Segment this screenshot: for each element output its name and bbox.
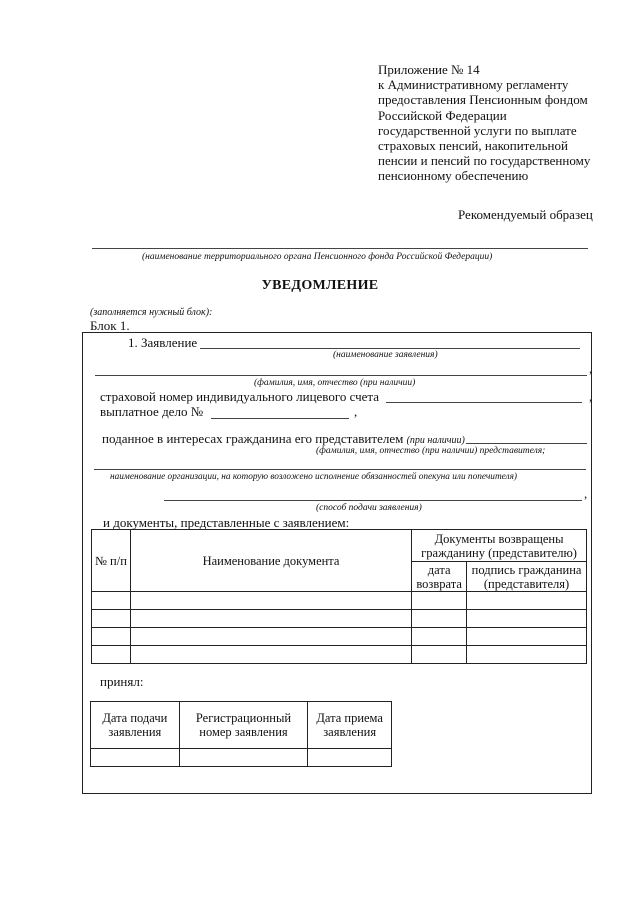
appendix-line: пенсионному обеспечению: [378, 168, 529, 184]
table-cell[interactable]: [467, 628, 587, 646]
representative-caption: (фамилия, имя, отчество (при наличии) представителя;: [316, 446, 546, 456]
full-name-caption: (фамилия, имя, отчество (при наличии): [254, 378, 416, 388]
appendix-line: страховых пенсий, накопительной: [378, 138, 568, 154]
application-field[interactable]: [200, 348, 580, 349]
representative-field-line2[interactable]: [94, 469, 586, 470]
comma: ,: [354, 404, 358, 419]
representative-field[interactable]: [466, 443, 587, 444]
appendix-line: Российской Федерации: [378, 107, 507, 123]
table-cell[interactable]: [308, 749, 392, 767]
appendix-line: предоставления Пенсионным фондом: [378, 92, 588, 108]
territorial-organ-field[interactable]: [92, 248, 588, 249]
table-cell[interactable]: [130, 592, 411, 610]
col-header-document-name: Наименование документа: [130, 530, 411, 592]
organization-caption: наименование организации, на которую возложено исполнение обязанностей опекуна или попечителя): [110, 472, 518, 482]
payment-case-label: выплатное дело №: [100, 404, 204, 419]
submission-method-caption: (способ подачи заявления): [316, 503, 422, 513]
table-cell[interactable]: [92, 628, 131, 646]
representative-label-text: поданное в интересах гражданина его представителем: [102, 431, 404, 446]
territorial-organ-caption: (наименование территориального органа Пенсионного фонда Российской Федерации): [142, 252, 493, 262]
table-cell[interactable]: [179, 749, 308, 767]
appendix-line: пенсии и пенсий по государственному: [378, 153, 591, 169]
application-label: 1. Заявление: [128, 335, 198, 350]
table-row: [91, 749, 392, 767]
table-cell[interactable]: [130, 646, 411, 664]
appendix-line: государственной услуги по выплате: [378, 122, 577, 138]
table-row: [92, 592, 587, 610]
appendix-header: [378, 62, 628, 184]
table-cell[interactable]: [92, 592, 131, 610]
table-cell[interactable]: [130, 610, 411, 628]
table-cell[interactable]: [91, 749, 180, 767]
col-header-return-date: дата возврата: [412, 562, 467, 592]
documents-table: [91, 529, 587, 664]
table-cell[interactable]: [412, 592, 467, 610]
table-cell[interactable]: [130, 628, 411, 646]
col-header-registration-number: Регистрационный номер заявления: [179, 702, 308, 749]
appendix-line: к Административному регламенту: [378, 77, 569, 93]
table-cell[interactable]: [467, 646, 587, 664]
documents-intro: и документы, представленные с заявлением:: [103, 515, 350, 530]
col-header-returned: Документы возвращены гражданину (представителю): [412, 530, 587, 562]
representative-label: [102, 431, 465, 447]
representative-note: (при наличии): [406, 435, 465, 446]
page-title: УВЕДОМЛЕНИЕ: [261, 278, 379, 293]
recommended-sample-label: Рекомендуемый образец: [458, 207, 593, 222]
col-header-signature: подпись гражданина (представителя): [467, 562, 587, 592]
comma: ,: [589, 389, 593, 404]
block-label: Блок 1.: [90, 318, 130, 333]
table-cell[interactable]: [467, 610, 587, 628]
insurance-number-field[interactable]: [386, 402, 582, 403]
table-cell[interactable]: [412, 628, 467, 646]
payment-case-field[interactable]: [211, 418, 349, 419]
appendix-line: Приложение № 14: [378, 62, 480, 77]
table-cell[interactable]: [92, 646, 131, 664]
comma: ,: [589, 361, 593, 376]
full-name-field[interactable]: [95, 375, 587, 376]
table-cell[interactable]: [467, 592, 587, 610]
table-row: [92, 646, 587, 664]
registration-table: [90, 701, 392, 767]
submission-method-field[interactable]: [164, 500, 582, 501]
table-cell[interactable]: [412, 610, 467, 628]
table-cell[interactable]: [92, 610, 131, 628]
col-header-acceptance-date: Дата приема заявления: [308, 702, 392, 749]
table-cell[interactable]: [412, 646, 467, 664]
table-row: [92, 610, 587, 628]
comma: ,: [584, 486, 588, 501]
application-caption: (наименование заявления): [333, 350, 438, 360]
insurance-number-label: страховой номер индивидуального лицевого счета: [100, 389, 380, 404]
table-row: [92, 628, 587, 646]
fill-note: (заполняется нужный блок):: [90, 307, 213, 318]
col-header-number: № п/п: [92, 530, 131, 592]
col-header-submission-date: Дата подачи заявления: [91, 702, 180, 749]
accepted-label: принял:: [100, 674, 144, 689]
